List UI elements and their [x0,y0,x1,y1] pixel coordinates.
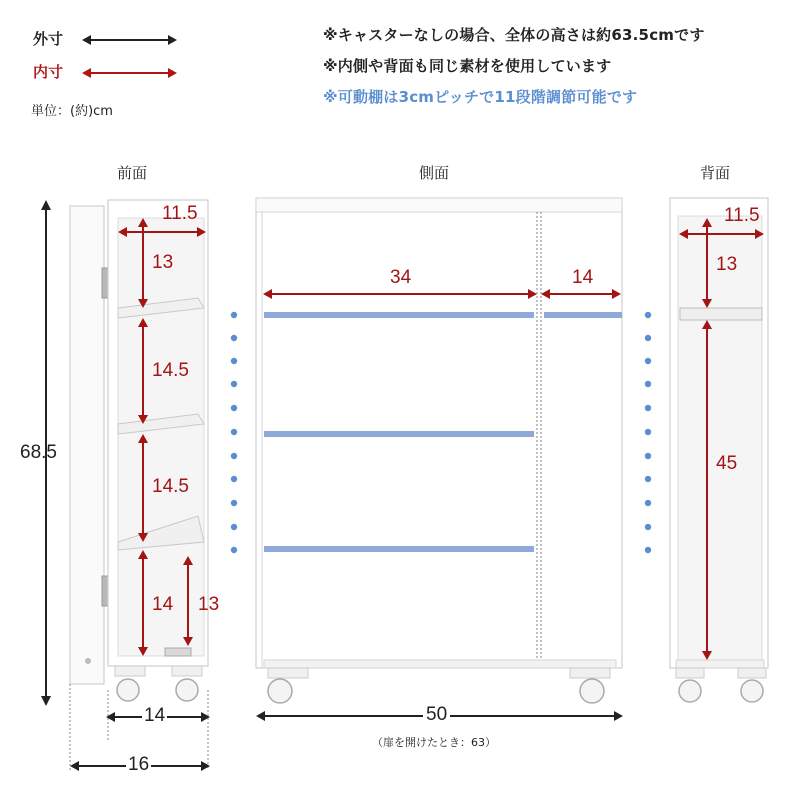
front-view-title: 前面 [117,164,148,182]
front-total-height-label: 68.5 [20,442,57,463]
front-bottom-gap-label: 14 [152,594,174,615]
back-shelf [680,308,762,320]
back-top-gap-label: 13 [716,254,738,275]
front-bottom-gap-inner-label: 13 [198,594,220,615]
caster-icon [679,680,701,702]
side-depth-main-label: 34 [390,267,412,288]
back-lower-gap-label: 45 [716,453,738,474]
note-caster-height: ※キャスターなしの場合、全体の高さは約63.5cmです [323,26,705,44]
outer-dimension-label: 外寸 [33,30,64,48]
note-adjustable-shelf: ※可動棚は3cmピッチで11段階調節可能です [323,88,638,106]
front-total-width-label: 16 [128,754,150,775]
side-view-title: 側面 [419,164,450,182]
front-shelf-gap-2-label: 14.5 [152,476,189,497]
front-body-width-label: 14 [144,705,166,726]
note-same-material: ※内側や背面も同じ素材を使用しています [323,57,612,75]
side-open-door-caption: （扉を開けたとき：63） [372,736,496,749]
side-depth-door-label: 14 [572,267,594,288]
caster-icon [741,680,763,702]
front-inner-width-label: 11.5 [162,203,198,224]
unit-label: 単位：(約)cm [31,104,113,119]
inner-dimension-label: 内寸 [33,63,64,81]
front-shelf-gap-1-label: 14.5 [152,360,189,381]
front-top-gap-label: 13 [152,252,174,273]
side-total-depth-label: 50 [423,704,450,726]
back-inner-width-label: 11.5 [724,205,760,226]
back-cabinet-interior [678,216,762,660]
back-view-title: 背面 [700,164,731,182]
